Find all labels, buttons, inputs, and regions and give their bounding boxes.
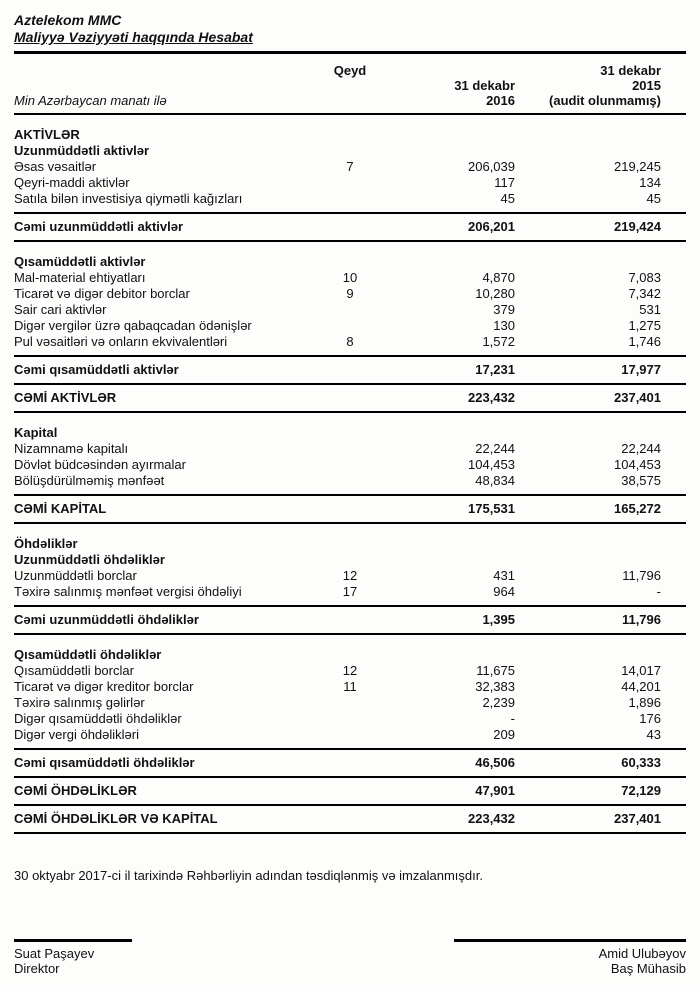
signature-line-right [454, 939, 686, 942]
total-note [320, 501, 380, 517]
row-value-2015: 219,245 [614, 159, 661, 174]
row-value-2015: 43 [646, 727, 661, 742]
signer-title-right: Baş Mühasib [610, 961, 686, 976]
row-value-2016: 10,280 [475, 286, 515, 301]
total-value-2016: 223,432 [468, 390, 515, 405]
table-row [14, 318, 686, 334]
report-title: Maliyyə Vəziyyəti haqqında Hesabat [14, 29, 253, 45]
row-value-2016: 117 [494, 175, 515, 190]
section-heading [14, 647, 686, 663]
total-note [320, 811, 380, 827]
row-value-2016: 32,383 [475, 679, 515, 694]
table-row [14, 302, 686, 318]
signer-name-right: Amid Ulubəyov [598, 946, 686, 961]
row-label: Təxirə salınmış gəlirlər [14, 695, 145, 710]
row-label: Mal-material ehtiyatları [14, 270, 146, 285]
signer-name-left: Suat Paşayev [14, 946, 95, 961]
row-note: 12 [342, 568, 358, 583]
total-note [320, 612, 380, 628]
col-header-2015 [515, 63, 686, 108]
signature-section [14, 939, 686, 976]
row-label: Satıla bilən investisiya qiymətli kağızları [14, 191, 243, 206]
col-header-2015-line2: 2015 [632, 78, 661, 93]
col-header-2015-line1: 31 dekabr [600, 63, 661, 78]
total-row [14, 806, 686, 834]
row-note [320, 473, 380, 489]
total-row [14, 778, 686, 806]
col-header-2015-line3: (audit olunmamış) [549, 93, 661, 108]
total-value-2015: 60,333 [621, 755, 661, 770]
row-value-2016: 379 [493, 302, 515, 317]
row-note: 10 [342, 270, 358, 285]
row-value-2016: 964 [493, 584, 515, 599]
total-label: Cəmi uzunmüddətli aktivlər [14, 219, 184, 234]
total-row [14, 605, 686, 635]
row-note [320, 727, 380, 743]
total-value-2016: 47,901 [475, 783, 515, 798]
row-value-2016: 209 [493, 727, 515, 742]
total-row [14, 385, 686, 413]
row-value-2016: 48,834 [475, 473, 515, 488]
total-value-2016: 223,432 [468, 811, 515, 826]
row-label: Pul vəsaitləri və onların ekvivalentləri [14, 334, 228, 349]
col-header-2016-line2: 2016 [486, 93, 515, 108]
total-value-2015: 237,401 [614, 811, 661, 826]
table-header [14, 63, 686, 115]
total-value-2016: 1,395 [482, 612, 515, 627]
total-row [14, 355, 686, 385]
total-label: CƏMİ AKTİVLƏR [14, 390, 117, 405]
section-heading [14, 536, 686, 568]
total-value-2016: 46,506 [475, 755, 515, 770]
signer-title-left: Direktor [14, 961, 60, 976]
table-row [14, 334, 686, 350]
row-label: Uzunmüddətli borclar [14, 568, 137, 583]
total-label: CƏMİ ÖHDƏLİKLƏR [14, 783, 137, 798]
section-heading-line: Öhdəliklər [14, 536, 78, 551]
table-row [14, 695, 686, 711]
row-value-2015: 22,244 [621, 441, 661, 456]
table-row [14, 727, 686, 743]
company-name: Aztelekom MMC [14, 12, 122, 28]
total-value-2015: 72,129 [621, 783, 661, 798]
row-value-2015: 45 [646, 191, 661, 206]
signature-line-left [14, 939, 132, 942]
row-note: 9 [346, 286, 354, 301]
row-value-2016: 2,239 [482, 695, 515, 710]
title-rule [14, 51, 686, 54]
row-note [320, 695, 380, 711]
row-value-2016: 206,039 [468, 159, 515, 174]
table-row [14, 286, 686, 302]
row-value-2015: - [656, 584, 661, 599]
table-row [14, 679, 686, 695]
row-label: Təxirə salınmış mənfəət vergisi öhdəliyi [14, 584, 242, 599]
row-label: Ticarət və digər debitor borclar [14, 286, 190, 301]
total-value-2015: 219,424 [614, 219, 661, 234]
total-row [14, 748, 686, 778]
col-header-note: Qeyd [333, 63, 367, 78]
signature-right [454, 939, 686, 976]
row-value-2016: - [510, 711, 515, 726]
row-label: Digər vergi öhdəlikləri [14, 727, 139, 742]
row-value-2015: 531 [639, 302, 661, 317]
row-note [320, 175, 380, 191]
row-value-2016: 1,572 [482, 334, 515, 349]
row-value-2015: 104,453 [614, 457, 661, 472]
total-note [320, 755, 380, 771]
row-label: Nizamnamə kapitalı [14, 441, 129, 456]
row-value-2015: 176 [639, 711, 661, 726]
table-row [14, 568, 686, 584]
col-header-2016 [380, 78, 515, 108]
table-row [14, 175, 686, 191]
table-row [14, 191, 686, 207]
section-heading-line: AKTİVLƏR [14, 127, 80, 142]
section-heading [14, 425, 686, 441]
row-label: Ticarət və digər kreditor borclar [14, 679, 194, 694]
row-note: 12 [342, 663, 358, 678]
row-value-2015: 14,017 [621, 663, 661, 678]
row-value-2016: 11,675 [476, 663, 515, 678]
row-note: 8 [346, 334, 354, 349]
balance-table [14, 115, 686, 834]
total-label: Cəmi uzunmüddətli öhdəliklər [14, 612, 199, 627]
total-label: Cəmi qısamüddətli öhdəliklər [14, 755, 195, 770]
row-label: Digər vergilər üzrə qabaqcadan ödənişlər [14, 318, 252, 333]
total-value-2016: 17,231 [475, 362, 515, 377]
section-heading-line: Qısamüddətli aktivlər [14, 254, 146, 269]
total-note [320, 390, 380, 406]
total-value-2015: 11,796 [621, 612, 661, 627]
total-row [14, 212, 686, 242]
row-note: 11 [343, 679, 357, 694]
total-value-2016: 175,531 [468, 501, 515, 516]
row-value-2015: 7,083 [628, 270, 661, 285]
row-value-2015: 1,896 [628, 695, 661, 710]
section-heading-line: Kapital [14, 425, 58, 440]
total-label: Cəmi qısamüddətli aktivlər [14, 362, 179, 377]
section-heading-line: Uzunmüddətli öhdəliklər [14, 552, 165, 567]
row-value-2016: 431 [493, 568, 515, 583]
total-note [320, 362, 380, 378]
total-value-2015: 237,401 [614, 390, 661, 405]
total-note [320, 219, 380, 235]
approval-note: 30 oktyabr 2017-ci il tarixində Rəhbərliyin adından təsdiqlənmiş və imzalanmışdır. [14, 868, 483, 883]
row-note [320, 318, 380, 334]
row-note [320, 441, 380, 457]
row-value-2016: 4,870 [482, 270, 515, 285]
row-value-2015: 11,796 [622, 568, 661, 583]
total-value-2015: 165,272 [614, 501, 661, 516]
table-row [14, 711, 686, 727]
table-row [14, 473, 686, 489]
table-row [14, 270, 686, 286]
total-label: CƏMİ KAPİTAL [14, 501, 107, 516]
row-value-2015: 134 [639, 175, 661, 190]
table-row [14, 457, 686, 473]
row-label: Qeyri-maddi aktivlər [14, 175, 130, 190]
row-label: Digər qısamüddətli öhdəliklər [14, 711, 182, 726]
row-note [320, 711, 380, 727]
row-value-2016: 130 [493, 318, 515, 333]
row-note [320, 191, 380, 207]
row-note [320, 457, 380, 473]
section-heading [14, 254, 686, 270]
row-value-2015: 1,275 [628, 318, 661, 333]
row-value-2016: 45 [500, 191, 515, 206]
col-header-2016-line1: 31 dekabr [454, 78, 515, 93]
row-note: 7 [346, 159, 354, 174]
table-row [14, 441, 686, 457]
row-value-2015: 1,746 [628, 334, 661, 349]
row-label: Bölüşdürülməmiş mənfəət [14, 473, 165, 488]
table-row [14, 584, 686, 600]
row-value-2015: 38,575 [621, 473, 661, 488]
total-value-2016: 206,201 [468, 219, 515, 234]
total-value-2015: 17,977 [621, 362, 661, 377]
total-label: CƏMİ ÖHDƏLİKLƏR VƏ KAPİTAL [14, 811, 218, 826]
table-row [14, 159, 686, 175]
row-note [320, 302, 380, 318]
row-label: Dövlət büdcəsindən ayırmalar [14, 457, 186, 472]
row-note: 17 [342, 584, 358, 599]
table-row [14, 663, 686, 679]
total-note [320, 783, 380, 799]
row-label: Qısamüddətli borclar [14, 663, 134, 678]
total-row [14, 494, 686, 524]
row-value-2015: 7,342 [628, 286, 661, 301]
row-label: Sair cari aktivlər [14, 302, 107, 317]
signature-left [14, 939, 132, 976]
section-heading [14, 127, 686, 159]
row-value-2016: 22,244 [475, 441, 515, 456]
section-heading-line: Qısamüddətli öhdəliklər [14, 647, 162, 662]
row-value-2015: 44,201 [621, 679, 661, 694]
section-heading-line: Uzunmüddətli aktivlər [14, 143, 150, 158]
unit-label: Min Azərbaycan manatı ilə [14, 93, 167, 108]
row-value-2016: 104,453 [468, 457, 515, 472]
row-label: Əsas vəsaitlər [14, 159, 97, 174]
